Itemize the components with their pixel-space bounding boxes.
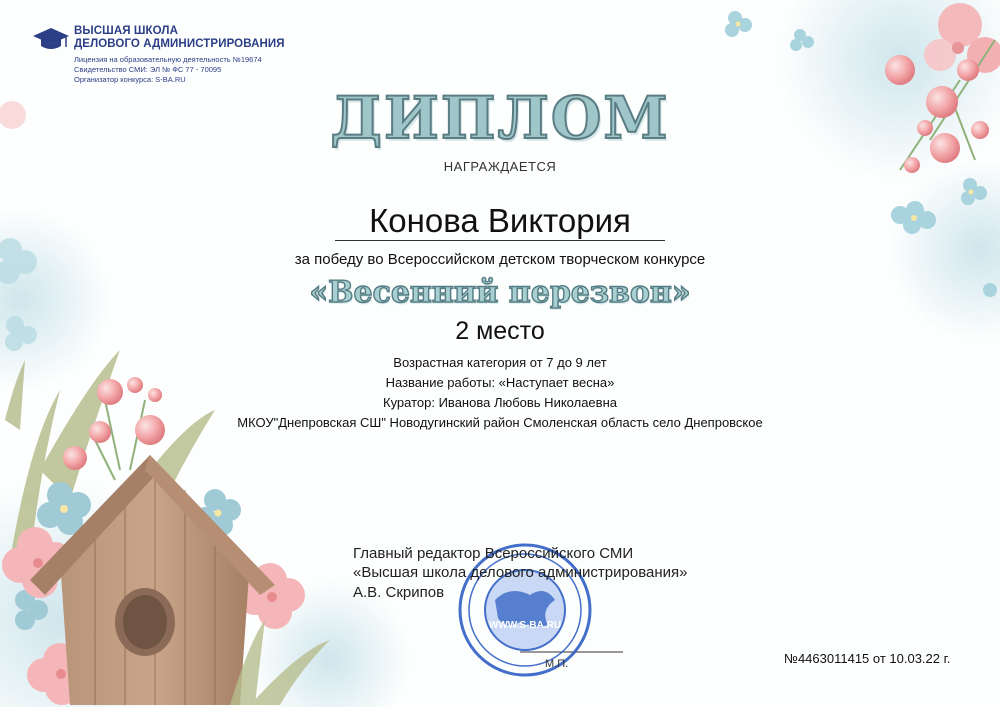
media-certificate-text: Свидетельство СМИ: ЭЛ № ФС 77 - 70095 — [74, 65, 222, 74]
awarded-label: НАГРАЖДАЕТСЯ — [443, 159, 557, 174]
curator: Куратор: Иванова Любовь Николаевна — [383, 395, 617, 410]
seal-place-mark: М.П. — [545, 658, 569, 670]
diploma-title: ДИПЛОМ — [330, 84, 670, 152]
contest-name: «Весенний перезвон» — [309, 275, 691, 310]
school-name: МКОУ"Днепровская СШ" Новодугинский район Смоленская область село Днепровское — [237, 415, 763, 430]
graduation-cap-icon — [32, 26, 70, 52]
organization-name-line2: ДЕЛОВОГО АДМИНИСТРИРОВАНИЯ — [74, 38, 285, 50]
age-category: Возрастная категория от 7 до 9 лет — [393, 355, 607, 370]
signature-title-line2: «Высшая школа делового администрирования» — [353, 564, 688, 581]
recipient-name: Конова Виктория — [369, 202, 631, 239]
award-place: 2 место — [455, 317, 545, 345]
organization-details — [74, 55, 262, 85]
organizer-text: Организатор конкурса: S-BA.RU — [74, 75, 186, 84]
editor-name: А.В. Скрипов — [353, 584, 445, 601]
award-reason: за победу во Всероссийском детском творческом конкурсе — [294, 251, 706, 268]
license-text: Лицензия на образовательную деятельность №19674 — [74, 55, 262, 64]
recipient-underline — [335, 240, 665, 241]
signature-title-line1: Главный редактор Всероссийского СМИ — [353, 545, 634, 562]
organization-name-line1: ВЫСШАЯ ШКОЛА — [74, 25, 178, 37]
work-title: Название работы: «Наступает весна» — [385, 375, 615, 390]
organization-name — [74, 25, 285, 51]
registration-number: №4463011415 от 10.03.22 г. — [784, 651, 951, 666]
svg-text:WWW.S-BA.RU: WWW.S-BA.RU — [488, 620, 562, 631]
